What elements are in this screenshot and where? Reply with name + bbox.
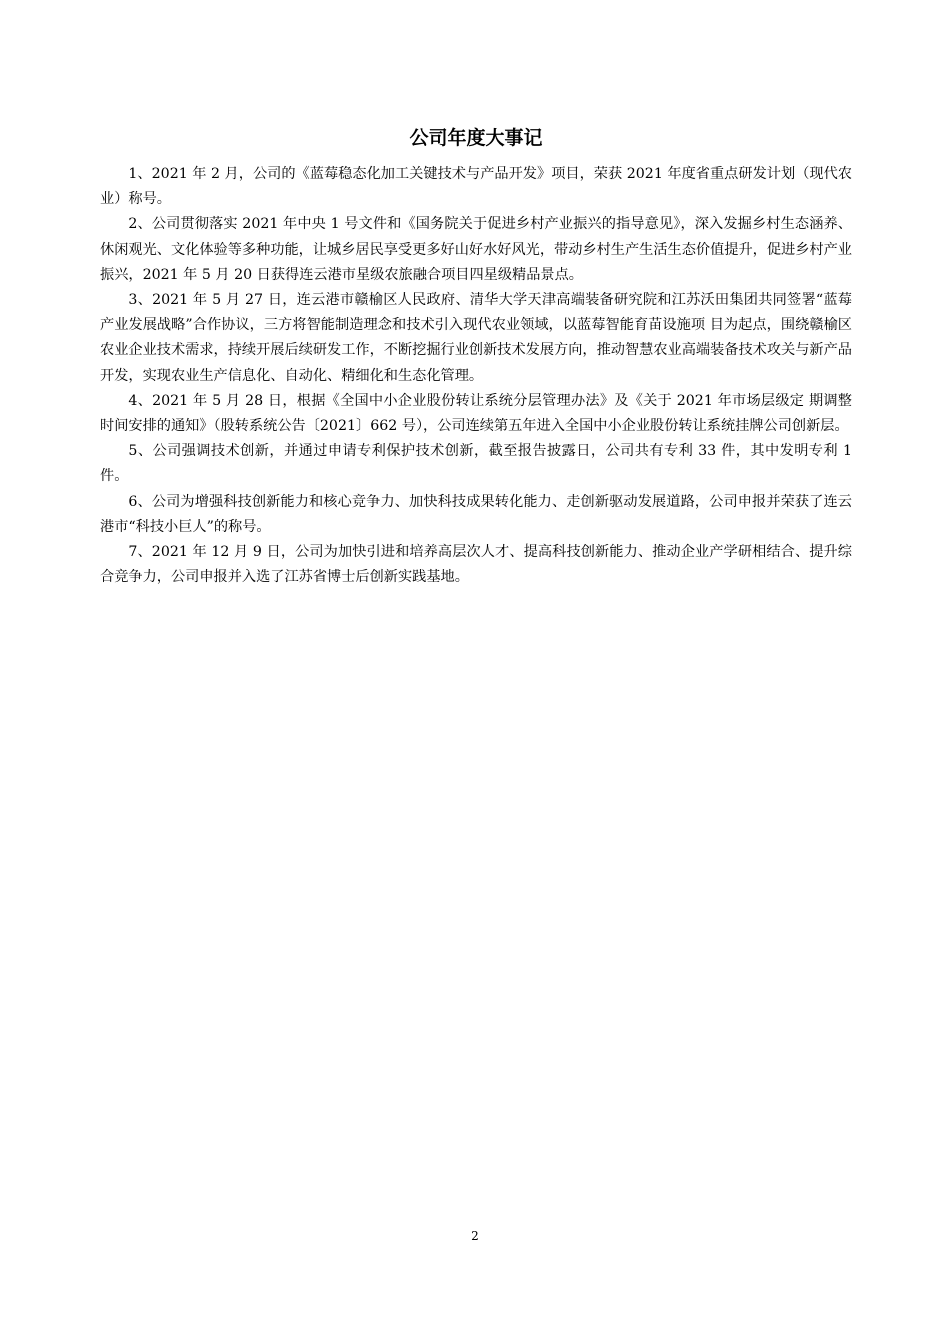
page-number: 2 (471, 1229, 479, 1243)
event-paragraph-6: 6、公司为增强科技创新能力和核心竞争力、加快科技成果转化能力、走创新驱动发展道路，公司申报并荣获了连云港市“科技小巨人”的称号。 (100, 493, 852, 535)
event-paragraph-5: 5、公司强调技术创新，并通过申请专利保护技术创新，截至报告披露日，公司共有专利 33 件，其中发明专利 1 件。 (100, 443, 852, 485)
event-paragraph-7: 7、2021 年 12 月 9 日，公司为加快引进和培养高层次人才、提高科技创新能力、推动企业产学研相结合、提升综合竞争力，公司申报并入选了江苏省博士后创新实践基地。 (100, 544, 852, 586)
document-title: 公司年度大事记 (409, 127, 543, 149)
event-paragraph-4: 4、2021 年 5 月 28 日，根据《全国中小企业股份转让系统分层管理办法》及《关于 2021 年市场层级定 期调整时间安排的通知》（股转系统公告〔2021〕662 号），公司连续第五年进入全国中小企业股份转让系统挂牌公司创新层。 (100, 392, 852, 435)
event-paragraph-3: 3、2021 年 5 月 27 日，连云港市赣榆区人民政府、清华大学天津高端装备研究院和江苏沃田集团共同签署“蓝莓产业发展战略”合作协议，三方将智能制造理念和技术引入现代农业领域，以蓝莓智能育苗设施项 目为起点，围绕赣榆区农业企业技术需求，持续开展后续研发工作，不断挖掘行业创新技术发展方向，推动智慧农业高端装备技术攻关与新产品开发，实现农业生产信息化、自动化、精细化和生态化管理。 (100, 292, 852, 384)
event-paragraph-1: 1、2021 年 2 月，公司的《蓝莓稳态化加工关键技术与产品开发》项目，荣获 2021 年度省重点研发计划（现代农业）称号。 (100, 166, 852, 208)
events-list (100, 162, 852, 590)
event-paragraph-2: 2、公司贯彻落实 2021 年中央 1 号文件和《国务院关于促进乡村产业振兴的指导意见》，深入发掘乡村生态涵养、休闲观光、文化体验等多种功能，让城乡居民享受更多好山好水好风光，带动乡村生产生活生态价值提升，促进乡村产业振兴，2021 年 5 月 20 日获得连云港市星级农旅融合项目四星级精品景点。 (100, 216, 852, 283)
